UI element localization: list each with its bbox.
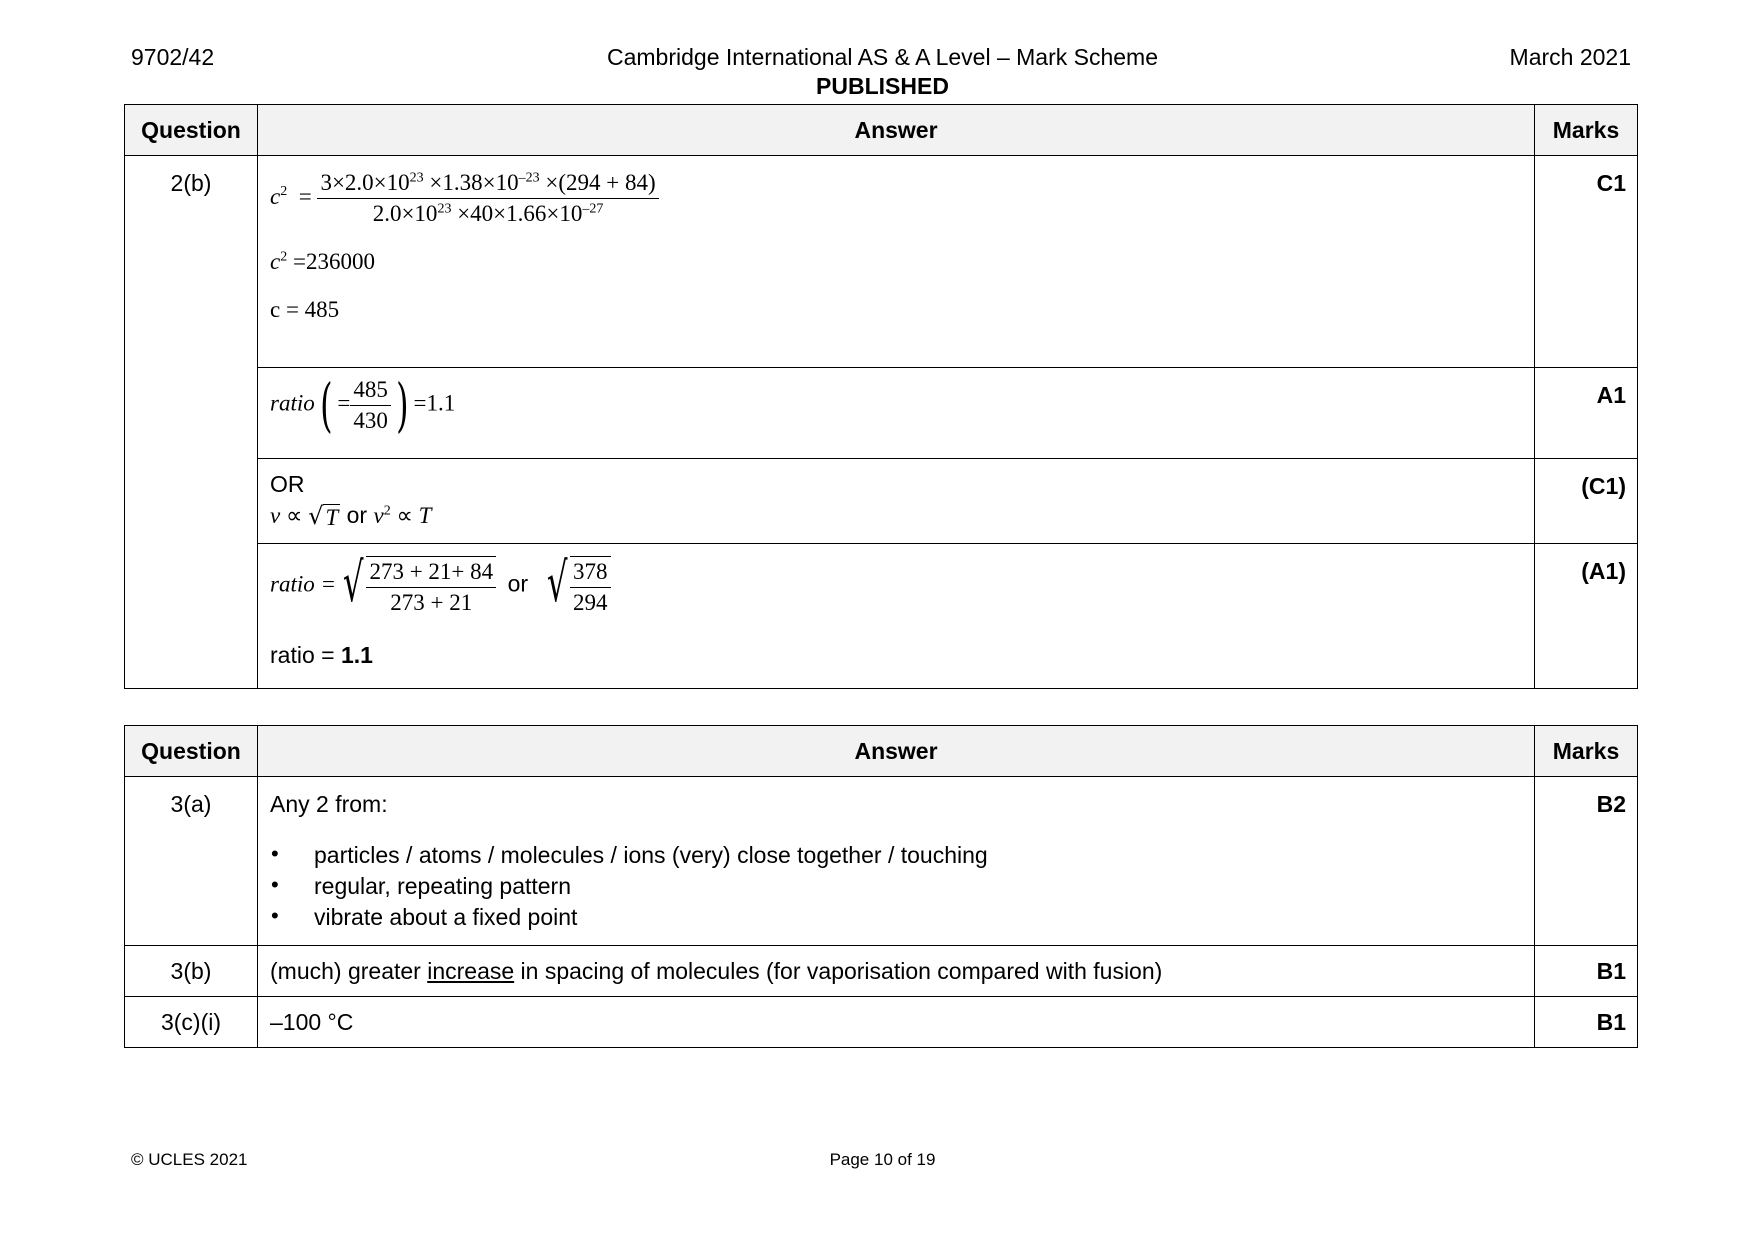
equation-ratio-sqrt: ratio = √ $\frac{273 + 21+ 84}{273 + 21}$ or √ $\frac{378}{294}$ [270, 556, 1522, 616]
header-question: Question [125, 105, 258, 156]
mark-scheme-table-q2 [124, 104, 1638, 689]
mark-code: A1 [1535, 368, 1638, 459]
list-item: • regular, repeating pattern [270, 873, 1522, 900]
header-marks: Marks [1535, 105, 1638, 156]
list-item: • particles / atoms / molecules / ions (very) close together / touching [270, 842, 1522, 869]
underlined-keyword: increase [427, 958, 515, 984]
document-title [0, 44, 1755, 100]
table-row [125, 544, 1638, 689]
final-ratio: ratio = 1.1 [270, 642, 373, 668]
table-row [125, 946, 1638, 997]
header-answer: Answer [258, 726, 1535, 777]
table-row [125, 997, 1638, 1048]
list-item: • vibrate about a fixed point [270, 904, 1522, 931]
answer-cell: –100 °C [258, 997, 1535, 1048]
mark-code: (A1) [1535, 544, 1638, 689]
mark-code: B2 [1535, 777, 1638, 946]
answer-cell [258, 777, 1535, 946]
published-label: PUBLISHED [816, 73, 949, 99]
title-text: Cambridge International AS & A Level – Mark Scheme [606, 44, 1159, 70]
equation-c2-fraction: $c^2$ = $\frac{3\times 2.0\times 10^{23} \times 1.38\times 10^{-23} \times(294 + 84)}{2.0\times 10^{23} \times 40\times 1.66\times 10^{-27}}$ [270, 170, 1522, 227]
mark-code: B1 [1535, 997, 1638, 1048]
or-label: OR [270, 471, 305, 497]
equation-ratio: ratio( = $\frac{485}{430}$ ) =1.1 [270, 371, 456, 439]
table-row [125, 777, 1638, 946]
exam-date: March 2021 [1509, 44, 1631, 70]
table-header-row [125, 726, 1638, 777]
header-marks: Marks [1535, 726, 1638, 777]
table-row [125, 459, 1638, 544]
page-number: Page 10 of 19 [829, 1150, 936, 1169]
fraction: $\frac{3\times 2.0\times 10^{23} \times 1.38\times 10^{-23} \times(294 + 84)}{2.0\times 10^{23} \times 40\times 1.66\times 10^{-27}}$ [317, 170, 658, 227]
question-number: 3(a) [125, 777, 258, 946]
answer-cell [258, 459, 1535, 544]
header-question: Question [125, 726, 258, 777]
question-number: 3(b) [125, 946, 258, 997]
mark-code: B1 [1535, 946, 1638, 997]
mark-code: (C1) [1535, 459, 1638, 544]
mark-code: C1 [1535, 156, 1638, 368]
proportionality-statement: v ∝ √ T or $v^2 \propto T$ [270, 502, 432, 531]
question-number: 3(c)(i) [125, 997, 258, 1048]
answer-cell [258, 544, 1535, 689]
paper-code: 9702/42 [131, 44, 215, 70]
bullet-list [270, 842, 1522, 931]
answer-cell: (much) greater increase in spacing of molecules (for vaporisation compared with fusion) [258, 946, 1535, 997]
question-number: 2(b) [125, 156, 258, 689]
header-answer: Answer [258, 105, 1535, 156]
answer-intro: Any 2 from: [270, 791, 388, 817]
answer-cell [258, 156, 1535, 368]
mark-scheme-table-q3 [124, 725, 1638, 1048]
equation-c2-value: $c^2 =236000$ [270, 249, 375, 274]
table-row [125, 368, 1638, 459]
equation-c-value: c = 485 [270, 297, 340, 322]
answer-cell [258, 368, 1535, 459]
table-row [125, 156, 1638, 368]
table-header-row [125, 105, 1638, 156]
copyright: © UCLES 2021 [131, 1150, 248, 1169]
